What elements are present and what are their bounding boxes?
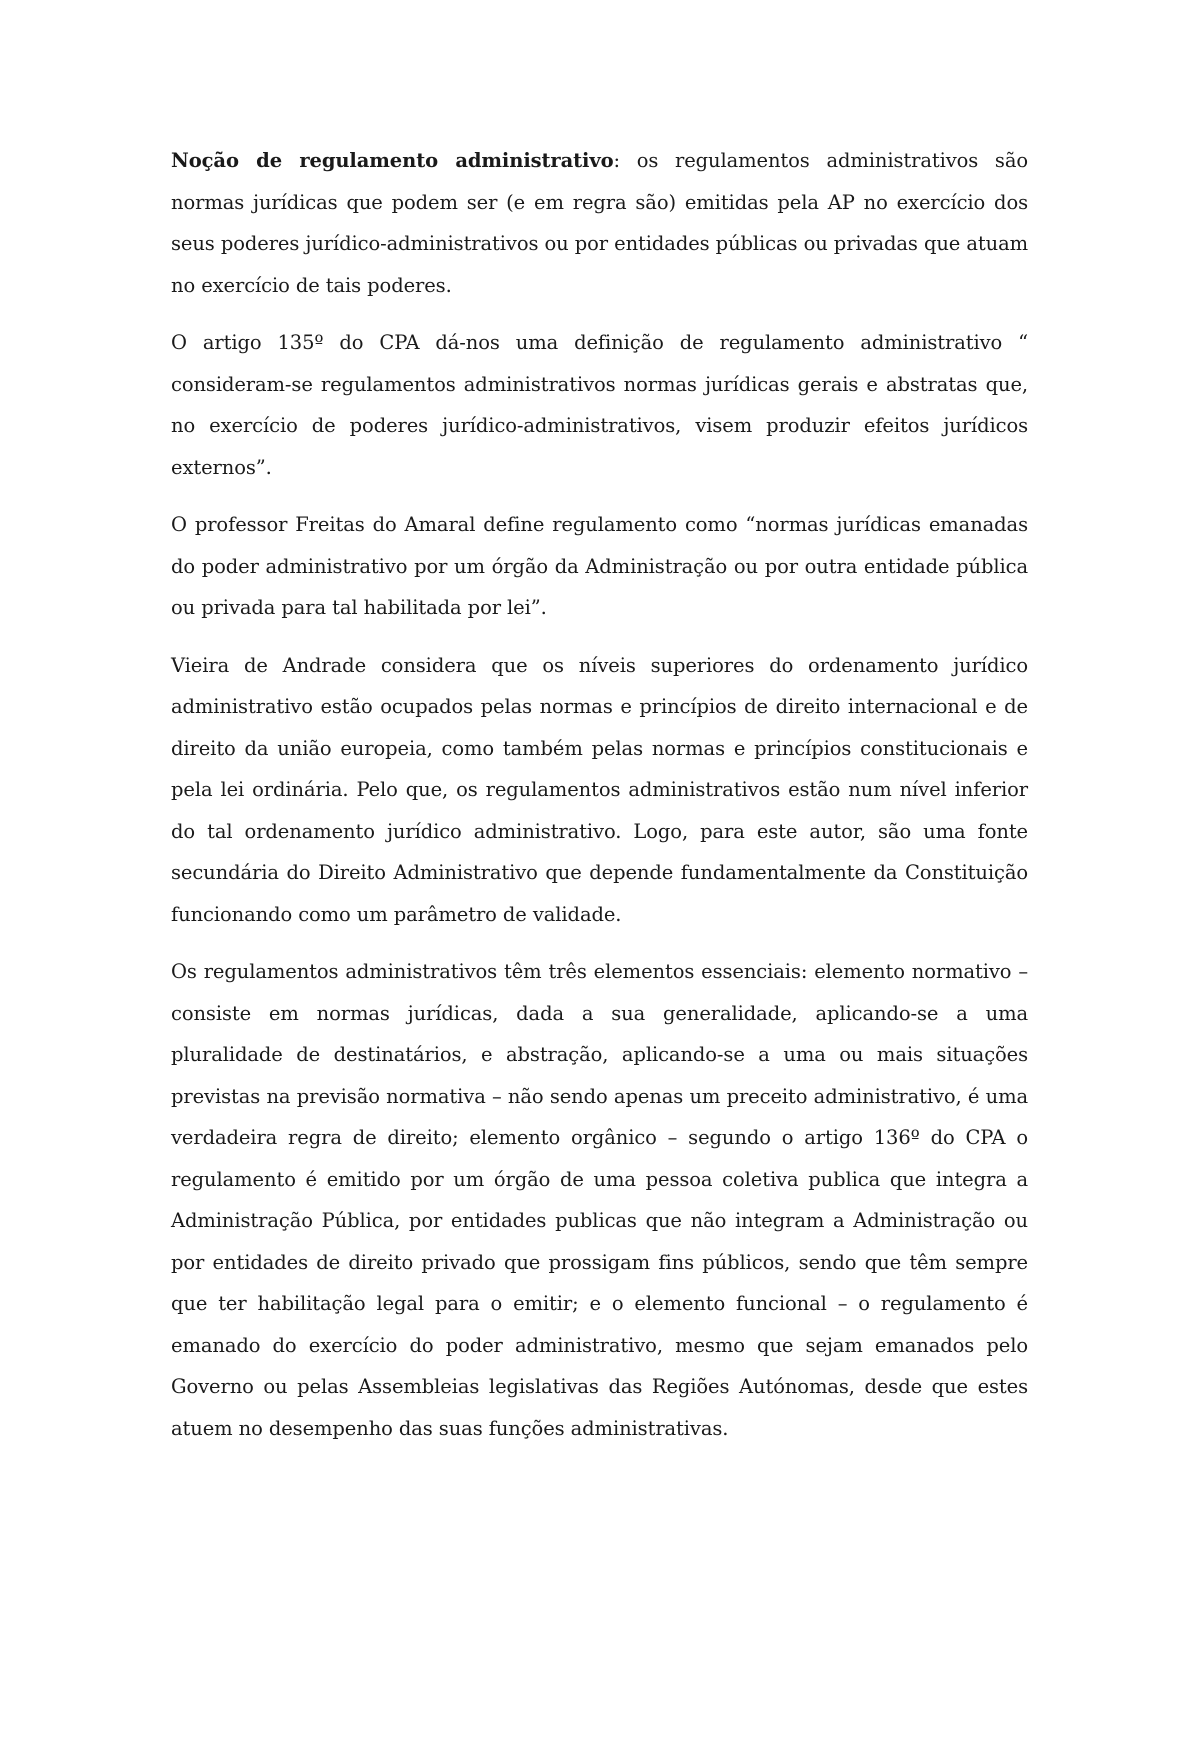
paragraph-1-text: : os regulamentos administrativos são normas jurídicas que podem ser (e em regra são) emitidas pela AP no exercício dos seus poderes jurídico-administrativos ou por entidades públicas ou privadas que atuam no exercício de tais poderes. (171, 149, 1029, 297)
paragraph-1 (171, 140, 1028, 306)
paragraph-5: Os regulamentos administrativos têm três elementos essenciais: elemento normativo – consiste em normas jurídicas, dada a sua generalidade, aplicando-se a uma pluralidade de destinatários, e abstração, aplicando-se a uma ou mais situações previstas na previsão normativa – não sendo apenas um preceito administrativo, é uma verdadeira regra de direito; elemento orgânico – segundo o artigo 136º do CPA o regulamento é emitido por um órgão de uma pessoa coletiva publica que integra a Administração Pública, por entidades publicas que não integram a Administração ou por entidades de direito privado que prossigam fins públicos, sendo que têm sempre que ter habilitação legal para o emitir; e o elemento funcional – o regulamento é emanado do exercício do poder administrativo, mesmo que sejam emanados pelo Governo ou pelas Assembleias legislativas das Regiões Autónomas, desde que estes atuem no desempenho das suas funções administrativas. (171, 960, 1028, 1440)
paragraph-2: O artigo 135º do CPA dá-nos uma definição de regulamento administrativo “ consideram-se regulamentos administrativos normas jurídicas gerais e abstratas que, no exercício de poderes jurídico-administrativos, visem produzir efeitos jurídicos externos”. (171, 331, 1028, 479)
paragraph-3: O professor Freitas do Amaral define regulamento como “normas jurídicas emanadas do poder administrativo por um órgão da Administração ou por outra entidade pública ou privada para tal habilitada por lei”. (171, 513, 1028, 619)
paragraph-1-heading: Noção de regulamento administrativo (171, 149, 614, 172)
paragraph-4: Vieira de Andrade considera que os níveis superiores do ordenamento jurídico administrativo estão ocupados pelas normas e princípios de direito internacional e de direito da união europeia, como também pelas normas e princípios constitucionais e pela lei ordinária. Pelo que, os regulamentos administrativos estão num nível inferior do tal ordenamento jurídico administrativo. Logo, para este autor, são uma fonte secundária do Direito Administrativo que depende fundamentalmente da Constituição funcionando como um parâmetro de validade. (171, 653, 1028, 926)
document-body (171, 140, 1028, 1465)
